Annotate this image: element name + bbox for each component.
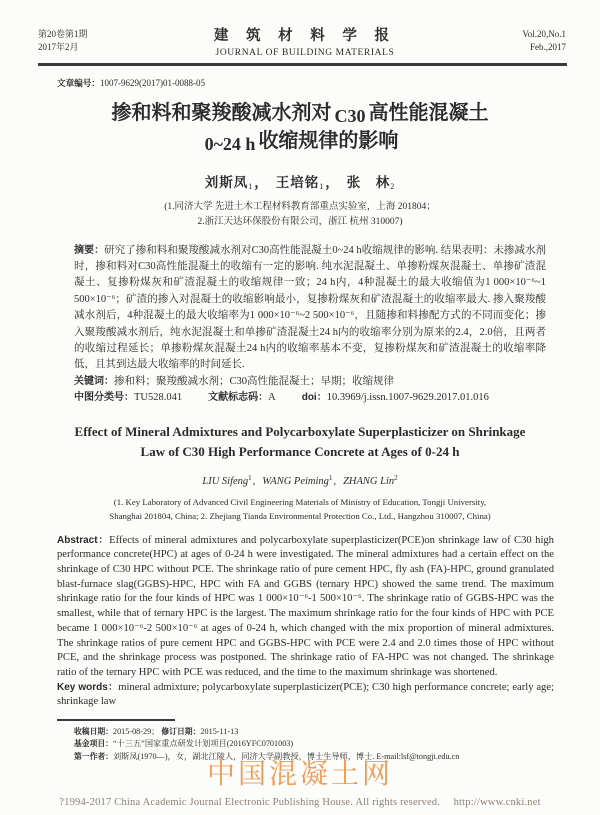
keywords-en-label: Key words： xyxy=(57,681,119,693)
received-date-value: 2015-08-29； xyxy=(112,726,160,736)
title-cn-seg: 掺和料和聚羧酸减水剂对 xyxy=(111,101,332,124)
abstract-block-cn xyxy=(74,243,546,407)
doi-value: 10.3969/j.issn.1007-9629.2017.01.016 xyxy=(326,392,489,404)
keywords-cn xyxy=(74,374,546,390)
fund-value: “十三五”国家重点研发计划项目(2016YFC0701003) xyxy=(112,739,294,749)
doc-code-value: A xyxy=(268,392,276,404)
author-affiliation-marker: 1 xyxy=(319,181,325,191)
paper-title-cn xyxy=(0,99,600,155)
issue-date-cn: 2017年2月 xyxy=(38,42,79,52)
paper-title-en-line1: Effect of Mineral Admixtures and Polycarboxylate Superplasticizer on Shrinkage xyxy=(74,423,526,439)
affiliation-en-line1: (1. Key Laboratory of Advanced Civil Engineering Materials of Ministry of Education, Tongji University, xyxy=(113,496,487,507)
footnote-dates xyxy=(74,726,560,738)
abstract-en xyxy=(57,534,554,681)
clc-value: TU528.041 xyxy=(134,392,183,404)
journal-title-cn: 建 筑 材 料 学 报 xyxy=(213,28,397,44)
author-affiliation-marker: 2 xyxy=(390,181,396,191)
author-separator-en: , xyxy=(252,475,256,487)
footnotes xyxy=(74,726,560,763)
watermark-text: 中国混凝土网 xyxy=(206,759,393,790)
abstract-cn-label: 摘要： xyxy=(74,244,105,256)
paper-title-cn-line1 xyxy=(0,99,600,127)
affiliation-cn xyxy=(0,200,600,230)
issue-date-en: Feb.,2017 xyxy=(529,42,566,52)
keywords-en-text: mineral admixture; polycarboxylate superplasticizer(PCE); C30 high performance concrete; early age; shrinkage law xyxy=(57,681,554,708)
title-cn-seg: 高性能混凝土 xyxy=(368,101,489,124)
paper-title-en xyxy=(0,422,600,462)
article-number-value: 1007-9629(2017)01-0088-05 xyxy=(99,77,205,88)
doc-code-label: 文献标志码： xyxy=(208,392,269,404)
abstract-cn-text: 研究了掺和料和聚羧酸减水剂对C30高性能混凝土0~24 h收缩规律的影响. 结果表明：未掺减水剂时，掺和料对C30高性能混凝土的收缩有一定的影响. 纯水泥混凝土、单掺粉煤灰混凝土、单掺矿渣混凝土、复掺粉煤灰和矿渣混凝土的收缩规律一致；24 h内，4种混凝土的最大收缩值为1 000×10⁻⁶~1 500×10⁻⁶；矿渣的掺入对混凝土的收缩影响最小，复掺粉煤灰和矿渣混凝土的收缩率最大. 掺入聚羧酸减水剂后，4种混凝土的最大收缩率为1 000×10⁻⁶~2 500×10⁻⁶，且随掺和料掺配方式的不同而变化；掺入聚羧酸减水剂后，纯水泥混凝土和单掺矿渣混凝土24 h内的收缩率分别为原来的2.4，2.0倍，且两者的收缩过程延长；单掺粉煤灰混凝土24 h内的收缩率基本不变，复掺粉煤灰和矿渣混凝土的收缩率降低，且其到达最大收缩率的时间延长. xyxy=(74,244,547,371)
journal-title-block xyxy=(214,24,396,58)
header-rule xyxy=(38,63,567,66)
footnote-divider xyxy=(57,719,175,721)
revised-date-value: 2015-11-13 xyxy=(200,726,239,736)
issue-info xyxy=(38,28,88,54)
author-name-en: WANG Peiming xyxy=(262,475,329,487)
affiliation-cn-line2: 2.浙江天达环保股份有限公司，浙江 杭州 310007) xyxy=(197,216,403,227)
author-name: 张 林 xyxy=(346,174,391,190)
classification-line xyxy=(74,390,546,406)
journal-title-en: JOURNAL OF BUILDING MATERIALS xyxy=(215,48,395,58)
doi-label: doi： xyxy=(301,392,327,404)
author-name-en: ZHANG Lin xyxy=(343,475,395,487)
paper-title-en-line2: Law of C30 High Performance Concrete at Ages of 0-24 h xyxy=(140,443,460,459)
abstract-block-en xyxy=(57,534,554,710)
clc-label: 中图分类号： xyxy=(74,392,134,404)
abstract-cn xyxy=(74,243,546,374)
author-affiliation-marker-en: 2 xyxy=(394,473,398,482)
author-separator: ， xyxy=(254,174,269,190)
author-separator-en: , xyxy=(333,475,337,487)
volume-info xyxy=(522,28,566,54)
volume-number-en: Vol.20,No.1 xyxy=(522,29,566,39)
author-separator: ， xyxy=(325,174,340,190)
journal-header xyxy=(0,0,600,58)
revised-date-label: 修订日期： xyxy=(161,726,201,736)
abstract-en-label: Abstract： xyxy=(57,534,110,546)
article-number-label: 文章编号： xyxy=(57,77,100,88)
authors-cn xyxy=(0,171,600,191)
affiliation-cn-line1: (1.同济大学 先进土木工程材料教育部重点实验室，上海 201804； xyxy=(164,201,436,212)
copyright-notice: ?1994-2017 China Academic Journal Electronic Publishing House. All rights reserved. http://www.cnki.net xyxy=(59,797,541,808)
author-name: 王培铭 xyxy=(275,174,320,190)
footnote-fund xyxy=(74,738,560,750)
abstract-en-text: Effects of mineral admixtures and polycarboxylate superplasticizer(PCE)on shrinkage law of C30 high performance concrete(HPC) at ages of 0-24 h were investigated. The mineral admixtures had a certain effect on the shrinkage of C30 HPC without PCE. The shrinkage ratio of pure cement HPC, fly ash (FA)-HPC, ground granulated blast-furnace slag(GGBS)-HPC, HPC with FA and GGBS (ternary HPC) showed the same trend. The maximum shrinkage ratio for the four kinds of HPC was 1 000×10⁻⁶-1 500×10⁻⁶. The shrinkage ratio of GGBS-HPC was the smallest, while that of ternary HPC is the largest. The maximum shrinkage ratio for the four kinds of HPC with PCE became 1 000×10⁻⁶-2 500×10⁻⁶ at ages of 0-24 h, which changed with the mix proportion of mineral admixtures. The shrinkage ratios of pure cement HPC and GGBS-HPC with PCE were 2.4 and 2.0 times those of HPC without PCE, and the shrinkage process was postponed. The shrinkage ratio of FA-HPC was not changed. The shrinkage ratio of the ternary HPC with PCE was reduced, and the time to the maximum shrinkage was shortened. xyxy=(57,534,554,678)
first-author-label: 第一作者： xyxy=(74,751,113,761)
title-cn-latin-seg: C30 xyxy=(334,105,366,126)
received-date-label: 收稿日期： xyxy=(74,726,113,736)
author-name-en: LIU Sifeng xyxy=(202,475,249,487)
keywords-cn-text: 掺和料；聚羧酸减水剂；C30高性能混凝土；早期；收缩规律 xyxy=(114,375,395,387)
paper-title-cn-line2 xyxy=(0,127,600,155)
affiliation-en-line2: Shanghai 201804, China; 2. Zhejiang Tianda Environmental Protection Co., Ltd., Hangzhou 310007, China) xyxy=(109,510,491,521)
title-cn-seg: 收缩规律的影响 xyxy=(258,129,399,152)
affiliation-en xyxy=(0,495,600,523)
author-name: 刘斯凤 xyxy=(204,174,249,190)
author-affiliation-marker: 1 xyxy=(248,181,254,191)
keywords-en xyxy=(57,681,554,710)
keywords-cn-label: 关键词： xyxy=(74,375,114,387)
author-affiliation-marker-en: 1 xyxy=(248,473,252,482)
first-author-value: 刘斯凤(1970—)，女，湖北江陵人，同济大学副教授，博士生导师，博士. E-mail:lsf@tongji.edu.cn xyxy=(112,751,460,761)
page-bottom xyxy=(0,760,600,809)
issue-volume-cn: 第20卷第1期 xyxy=(38,29,88,39)
author-affiliation-marker-en: 1 xyxy=(328,473,333,482)
fund-label: 基金项目： xyxy=(74,739,113,749)
title-cn-latin-seg: 0~24 h xyxy=(204,133,256,154)
authors-en xyxy=(0,474,600,487)
article-number xyxy=(57,77,600,89)
